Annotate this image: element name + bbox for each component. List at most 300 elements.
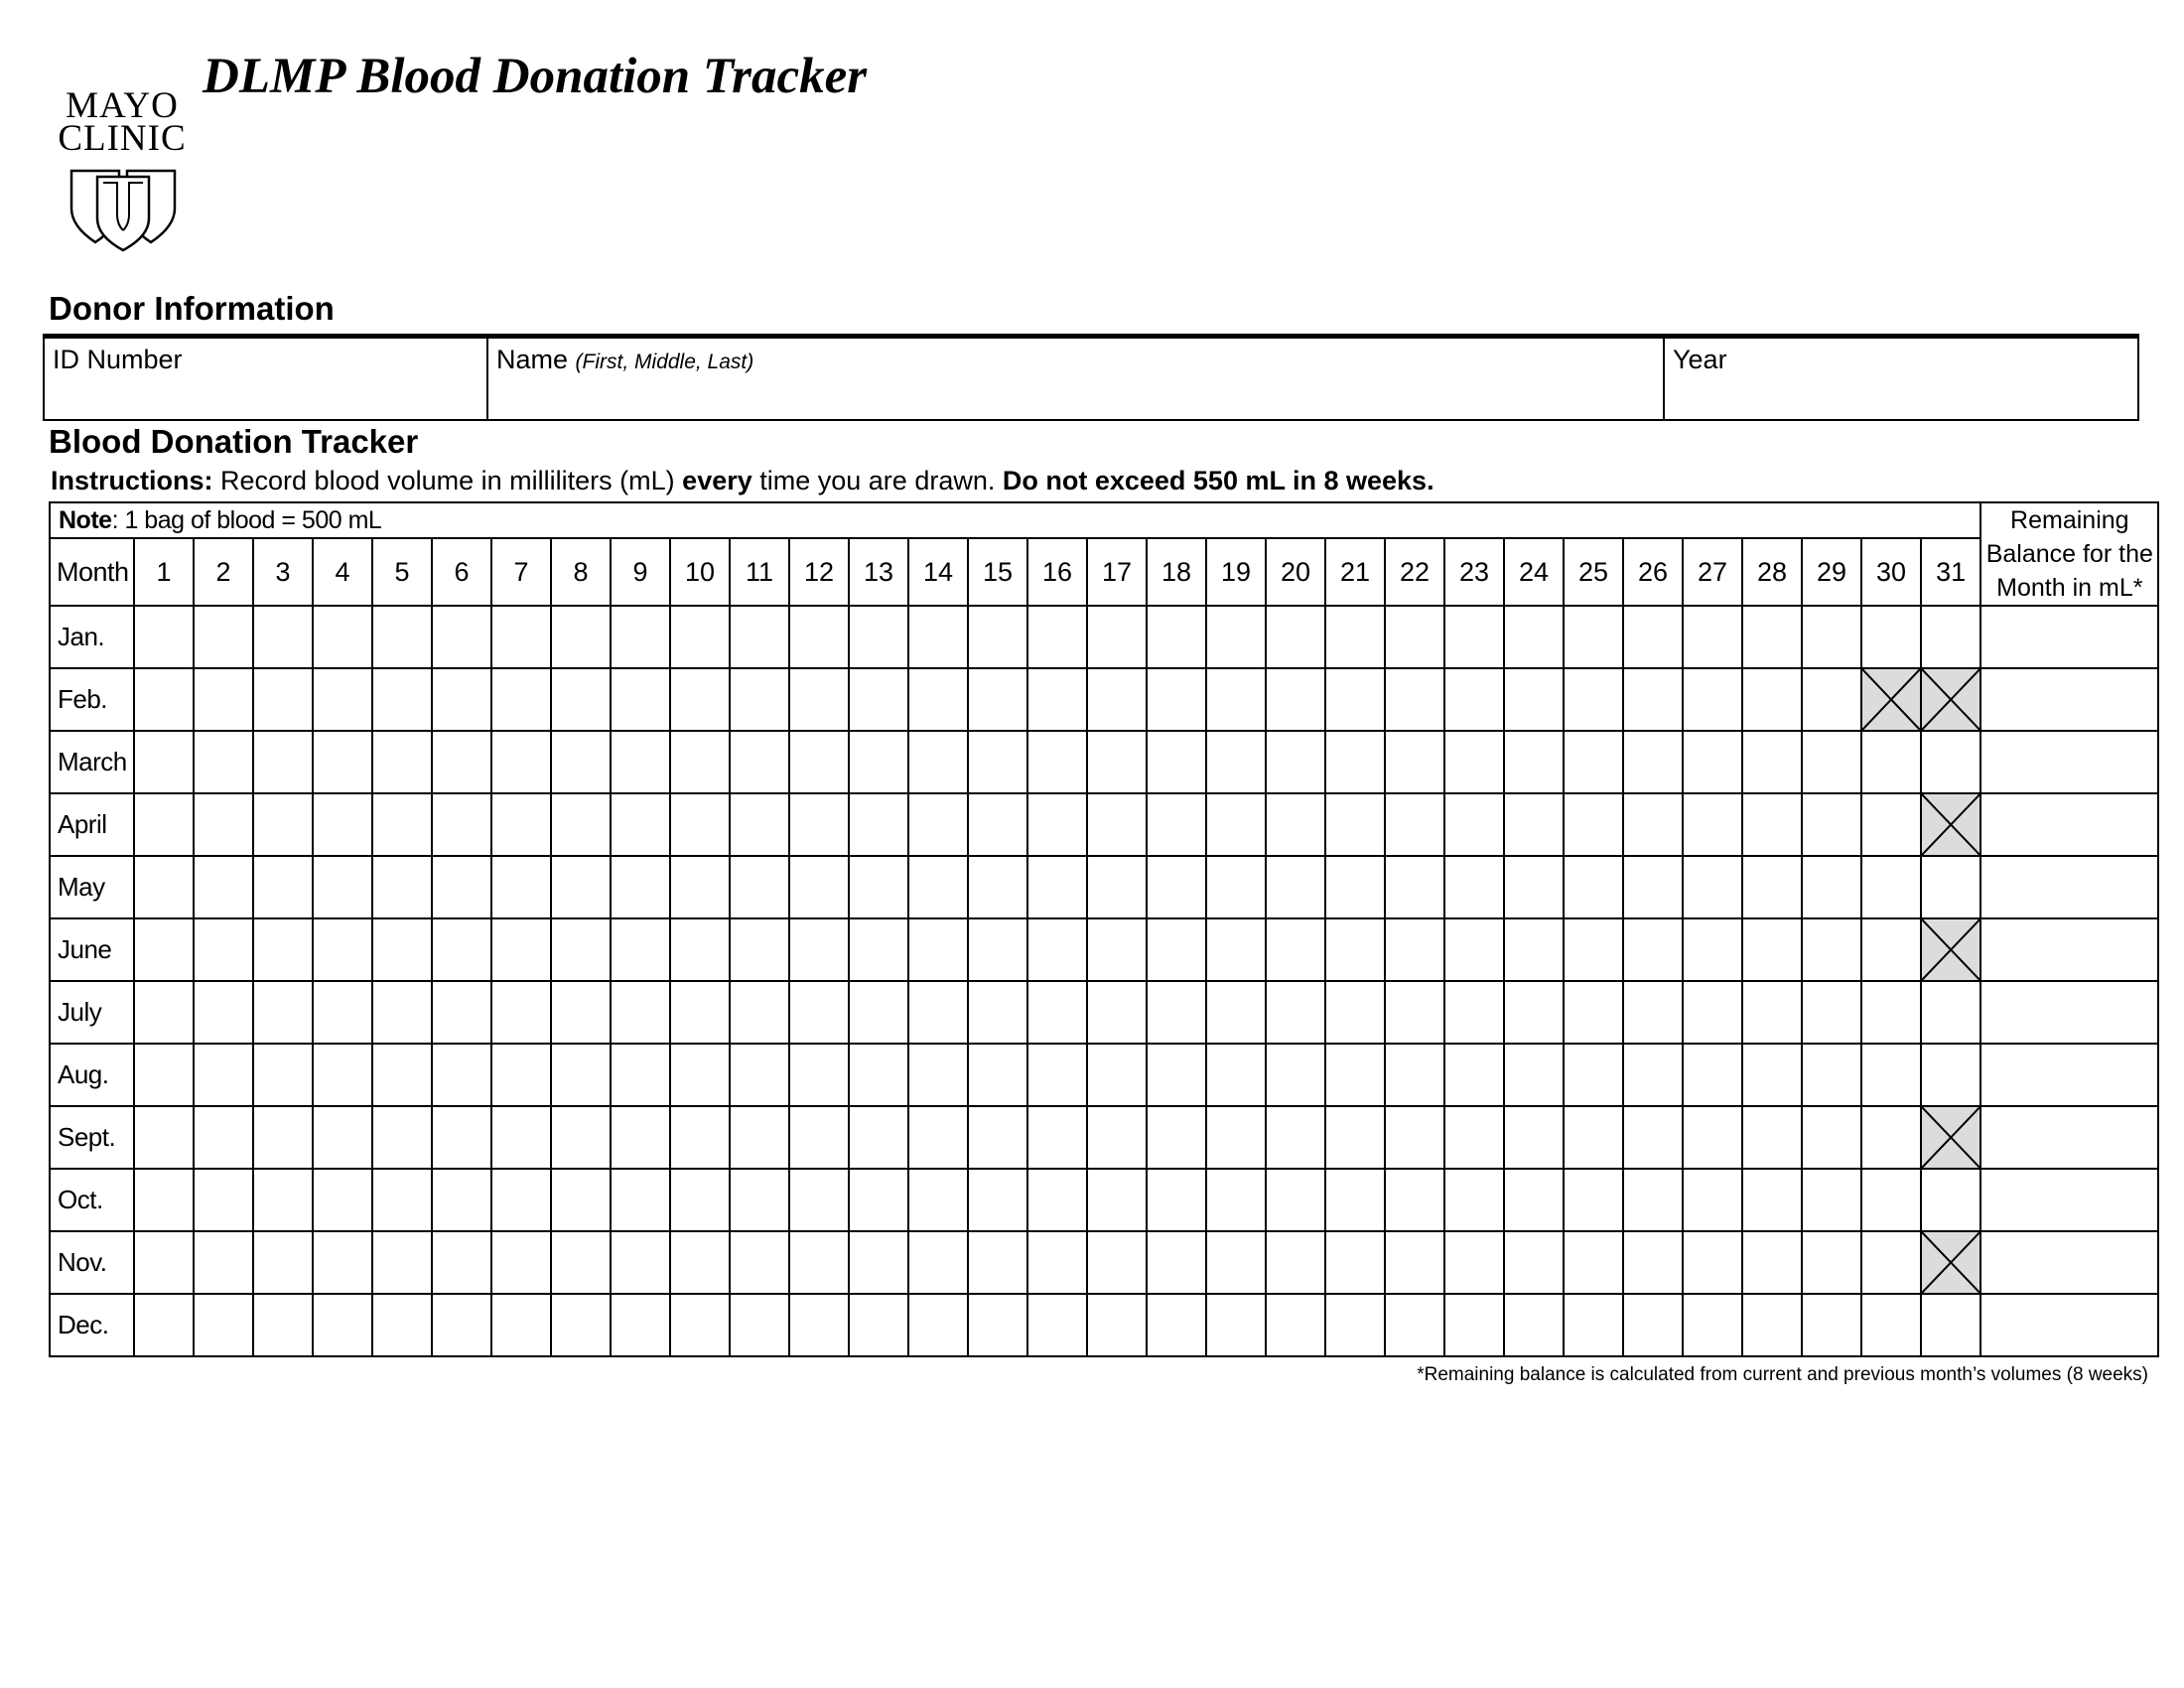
- volume-entry-cell[interactable]: [968, 606, 1027, 668]
- volume-entry-cell[interactable]: [1802, 668, 1861, 731]
- volume-entry-cell[interactable]: [968, 1231, 1027, 1294]
- volume-entry-cell[interactable]: [1861, 1231, 1921, 1294]
- remaining-balance-cell[interactable]: [1980, 793, 2158, 856]
- volume-entry-cell[interactable]: [1206, 606, 1266, 668]
- volume-entry-cell[interactable]: [1444, 918, 1504, 981]
- volume-entry-cell[interactable]: [551, 793, 611, 856]
- remaining-balance-cell[interactable]: [1980, 1106, 2158, 1169]
- volume-entry-cell[interactable]: [1861, 731, 1921, 793]
- volume-entry-cell[interactable]: [611, 668, 670, 731]
- volume-entry-cell[interactable]: [849, 1044, 908, 1106]
- volume-entry-cell[interactable]: [432, 981, 491, 1044]
- volume-entry-cell[interactable]: [491, 918, 551, 981]
- volume-entry-cell[interactable]: [1623, 1044, 1683, 1106]
- volume-entry-cell[interactable]: [849, 1106, 908, 1169]
- remaining-balance-cell[interactable]: [1980, 731, 2158, 793]
- volume-entry-cell[interactable]: [849, 856, 908, 918]
- volume-entry-cell[interactable]: [491, 1044, 551, 1106]
- volume-entry-cell[interactable]: [1027, 731, 1087, 793]
- year-field[interactable]: [1663, 339, 2137, 419]
- volume-entry-cell[interactable]: [491, 1106, 551, 1169]
- volume-entry-cell[interactable]: [1742, 1294, 1802, 1356]
- volume-entry-cell[interactable]: [551, 856, 611, 918]
- volume-entry-cell[interactable]: [968, 668, 1027, 731]
- volume-entry-cell[interactable]: [1504, 981, 1564, 1044]
- volume-entry-cell[interactable]: [134, 918, 194, 981]
- volume-entry-cell[interactable]: [313, 918, 372, 981]
- volume-entry-cell[interactable]: [1206, 1294, 1266, 1356]
- volume-entry-cell[interactable]: [1087, 1044, 1147, 1106]
- volume-entry-cell[interactable]: [1206, 731, 1266, 793]
- volume-entry-cell[interactable]: [1564, 1044, 1623, 1106]
- volume-entry-cell[interactable]: [432, 1044, 491, 1106]
- volume-entry-cell[interactable]: [1802, 793, 1861, 856]
- volume-entry-cell[interactable]: [1504, 731, 1564, 793]
- volume-entry-cell[interactable]: [1921, 1294, 1980, 1356]
- volume-entry-cell[interactable]: [1206, 668, 1266, 731]
- volume-entry-cell[interactable]: [611, 918, 670, 981]
- volume-entry-cell[interactable]: [670, 1106, 730, 1169]
- volume-entry-cell[interactable]: [670, 668, 730, 731]
- volume-entry-cell[interactable]: [1385, 1106, 1444, 1169]
- volume-entry-cell[interactable]: [134, 1044, 194, 1106]
- volume-entry-cell[interactable]: [1504, 1294, 1564, 1356]
- volume-entry-cell[interactable]: [372, 731, 432, 793]
- volume-entry-cell[interactable]: [730, 1169, 789, 1231]
- volume-entry-cell[interactable]: [789, 1294, 849, 1356]
- volume-entry-cell[interactable]: [551, 981, 611, 1044]
- volume-entry-cell[interactable]: [194, 1231, 253, 1294]
- volume-entry-cell[interactable]: [1623, 668, 1683, 731]
- volume-entry-cell[interactable]: [789, 1231, 849, 1294]
- volume-entry-cell[interactable]: [1266, 1231, 1325, 1294]
- volume-entry-cell[interactable]: [1861, 918, 1921, 981]
- volume-entry-cell[interactable]: [491, 1294, 551, 1356]
- volume-entry-cell[interactable]: [849, 1169, 908, 1231]
- volume-entry-cell[interactable]: [1325, 793, 1385, 856]
- volume-entry-cell[interactable]: [1325, 1044, 1385, 1106]
- volume-entry-cell[interactable]: [1564, 668, 1623, 731]
- volume-entry-cell[interactable]: [789, 1044, 849, 1106]
- volume-entry-cell[interactable]: [1266, 1106, 1325, 1169]
- volume-entry-cell[interactable]: [372, 1231, 432, 1294]
- volume-entry-cell[interactable]: [1861, 856, 1921, 918]
- volume-entry-cell[interactable]: [134, 731, 194, 793]
- volume-entry-cell[interactable]: [968, 1044, 1027, 1106]
- volume-entry-cell[interactable]: [551, 668, 611, 731]
- volume-entry-cell[interactable]: [730, 1106, 789, 1169]
- volume-entry-cell[interactable]: [432, 918, 491, 981]
- volume-entry-cell[interactable]: [1623, 918, 1683, 981]
- volume-entry-cell[interactable]: [1206, 793, 1266, 856]
- volume-entry-cell[interactable]: [194, 793, 253, 856]
- volume-entry-cell[interactable]: [1504, 1231, 1564, 1294]
- volume-entry-cell[interactable]: [670, 1169, 730, 1231]
- volume-entry-cell[interactable]: [908, 793, 968, 856]
- volume-entry-cell[interactable]: [730, 668, 789, 731]
- volume-entry-cell[interactable]: [1623, 981, 1683, 1044]
- volume-entry-cell[interactable]: [968, 1294, 1027, 1356]
- remaining-balance-cell[interactable]: [1980, 1231, 2158, 1294]
- volume-entry-cell[interactable]: [1266, 1294, 1325, 1356]
- volume-entry-cell[interactable]: [1444, 1294, 1504, 1356]
- volume-entry-cell[interactable]: [1504, 1106, 1564, 1169]
- volume-entry-cell[interactable]: [1325, 1169, 1385, 1231]
- volume-entry-cell[interactable]: [1861, 1106, 1921, 1169]
- volume-entry-cell[interactable]: [968, 793, 1027, 856]
- volume-entry-cell[interactable]: [551, 918, 611, 981]
- volume-entry-cell[interactable]: [730, 1294, 789, 1356]
- volume-entry-cell[interactable]: [1802, 1106, 1861, 1169]
- volume-entry-cell[interactable]: [1266, 981, 1325, 1044]
- volume-entry-cell[interactable]: [730, 1044, 789, 1106]
- volume-entry-cell[interactable]: [1564, 1294, 1623, 1356]
- volume-entry-cell[interactable]: [1504, 856, 1564, 918]
- volume-entry-cell[interactable]: [372, 981, 432, 1044]
- volume-entry-cell[interactable]: [194, 1294, 253, 1356]
- volume-entry-cell[interactable]: [849, 606, 908, 668]
- volume-entry-cell[interactable]: [1147, 1044, 1206, 1106]
- volume-entry-cell[interactable]: [1266, 793, 1325, 856]
- volume-entry-cell[interactable]: [1206, 856, 1266, 918]
- volume-entry-cell[interactable]: [1683, 1106, 1742, 1169]
- volume-entry-cell[interactable]: [432, 731, 491, 793]
- remaining-balance-cell[interactable]: [1980, 1294, 2158, 1356]
- volume-entry-cell[interactable]: [908, 1231, 968, 1294]
- volume-entry-cell[interactable]: [1921, 856, 1980, 918]
- volume-entry-cell[interactable]: [1087, 1106, 1147, 1169]
- volume-entry-cell[interactable]: [611, 856, 670, 918]
- volume-entry-cell[interactable]: [1742, 668, 1802, 731]
- volume-entry-cell[interactable]: [491, 731, 551, 793]
- volume-entry-cell[interactable]: [313, 668, 372, 731]
- volume-entry-cell[interactable]: [1504, 918, 1564, 981]
- volume-entry-cell[interactable]: [1623, 856, 1683, 918]
- volume-entry-cell[interactable]: [253, 1169, 313, 1231]
- remaining-balance-cell[interactable]: [1980, 918, 2158, 981]
- volume-entry-cell[interactable]: [1742, 1106, 1802, 1169]
- remaining-balance-cell[interactable]: [1980, 606, 2158, 668]
- volume-entry-cell[interactable]: [1266, 1044, 1325, 1106]
- volume-entry-cell[interactable]: [1325, 981, 1385, 1044]
- volume-entry-cell[interactable]: [1861, 981, 1921, 1044]
- volume-entry-cell[interactable]: [432, 1169, 491, 1231]
- volume-entry-cell[interactable]: [253, 606, 313, 668]
- volume-entry-cell[interactable]: [1385, 1294, 1444, 1356]
- volume-entry-cell[interactable]: [372, 793, 432, 856]
- volume-entry-cell[interactable]: [1027, 856, 1087, 918]
- volume-entry-cell[interactable]: [1683, 1169, 1742, 1231]
- volume-entry-cell[interactable]: [1742, 856, 1802, 918]
- volume-entry-cell[interactable]: [1683, 856, 1742, 918]
- volume-entry-cell[interactable]: [134, 856, 194, 918]
- volume-entry-cell[interactable]: [432, 856, 491, 918]
- volume-entry-cell[interactable]: [1921, 981, 1980, 1044]
- volume-entry-cell[interactable]: [1385, 1044, 1444, 1106]
- volume-entry-cell[interactable]: [1564, 856, 1623, 918]
- volume-entry-cell[interactable]: [1623, 1169, 1683, 1231]
- volume-entry-cell[interactable]: [551, 1169, 611, 1231]
- volume-entry-cell[interactable]: [908, 981, 968, 1044]
- volume-entry-cell[interactable]: [1683, 731, 1742, 793]
- volume-entry-cell[interactable]: [1623, 1231, 1683, 1294]
- volume-entry-cell[interactable]: [1385, 1169, 1444, 1231]
- volume-entry-cell[interactable]: [1087, 668, 1147, 731]
- volume-entry-cell[interactable]: [1385, 793, 1444, 856]
- volume-entry-cell[interactable]: [1444, 793, 1504, 856]
- remaining-balance-cell[interactable]: [1980, 856, 2158, 918]
- volume-entry-cell[interactable]: [1325, 731, 1385, 793]
- volume-entry-cell[interactable]: [611, 1231, 670, 1294]
- volume-entry-cell[interactable]: [1147, 793, 1206, 856]
- volume-entry-cell[interactable]: [1683, 1294, 1742, 1356]
- volume-entry-cell[interactable]: [491, 793, 551, 856]
- volume-entry-cell[interactable]: [313, 981, 372, 1044]
- volume-entry-cell[interactable]: [1147, 1231, 1206, 1294]
- volume-entry-cell[interactable]: [194, 981, 253, 1044]
- volume-entry-cell[interactable]: [1564, 1231, 1623, 1294]
- volume-entry-cell[interactable]: [849, 918, 908, 981]
- volume-entry-cell[interactable]: [194, 856, 253, 918]
- volume-entry-cell[interactable]: [1147, 668, 1206, 731]
- volume-entry-cell[interactable]: [1087, 1169, 1147, 1231]
- volume-entry-cell[interactable]: [1147, 918, 1206, 981]
- volume-entry-cell[interactable]: [134, 793, 194, 856]
- volume-entry-cell[interactable]: [372, 668, 432, 731]
- volume-entry-cell[interactable]: [670, 606, 730, 668]
- volume-entry-cell[interactable]: [611, 731, 670, 793]
- volume-entry-cell[interactable]: [253, 1106, 313, 1169]
- remaining-balance-cell[interactable]: [1980, 1169, 2158, 1231]
- volume-entry-cell[interactable]: [313, 731, 372, 793]
- volume-entry-cell[interactable]: [1742, 793, 1802, 856]
- volume-entry-cell[interactable]: [432, 1106, 491, 1169]
- volume-entry-cell[interactable]: [1385, 606, 1444, 668]
- volume-entry-cell[interactable]: [1564, 918, 1623, 981]
- volume-entry-cell[interactable]: [1861, 793, 1921, 856]
- volume-entry-cell[interactable]: [1027, 1231, 1087, 1294]
- volume-entry-cell[interactable]: [372, 856, 432, 918]
- volume-entry-cell[interactable]: [1087, 606, 1147, 668]
- volume-entry-cell[interactable]: [789, 606, 849, 668]
- volume-entry-cell[interactable]: [1027, 1106, 1087, 1169]
- volume-entry-cell[interactable]: [1802, 1231, 1861, 1294]
- volume-entry-cell[interactable]: [1385, 668, 1444, 731]
- volume-entry-cell[interactable]: [1742, 1231, 1802, 1294]
- volume-entry-cell[interactable]: [1206, 918, 1266, 981]
- volume-entry-cell[interactable]: [253, 1294, 313, 1356]
- volume-entry-cell[interactable]: [1444, 1231, 1504, 1294]
- volume-entry-cell[interactable]: [1266, 731, 1325, 793]
- volume-entry-cell[interactable]: [1802, 1294, 1861, 1356]
- volume-entry-cell[interactable]: [1623, 606, 1683, 668]
- volume-entry-cell[interactable]: [491, 856, 551, 918]
- volume-entry-cell[interactable]: [730, 856, 789, 918]
- volume-entry-cell[interactable]: [611, 1044, 670, 1106]
- volume-entry-cell[interactable]: [611, 981, 670, 1044]
- volume-entry-cell[interactable]: [1444, 981, 1504, 1044]
- volume-entry-cell[interactable]: [1742, 1044, 1802, 1106]
- volume-entry-cell[interactable]: [313, 1044, 372, 1106]
- volume-entry-cell[interactable]: [730, 1231, 789, 1294]
- volume-entry-cell[interactable]: [551, 606, 611, 668]
- volume-entry-cell[interactable]: [789, 856, 849, 918]
- volume-entry-cell[interactable]: [1385, 981, 1444, 1044]
- volume-entry-cell[interactable]: [491, 981, 551, 1044]
- volume-entry-cell[interactable]: [968, 1106, 1027, 1169]
- volume-entry-cell[interactable]: [1206, 1231, 1266, 1294]
- volume-entry-cell[interactable]: [432, 1231, 491, 1294]
- volume-entry-cell[interactable]: [908, 856, 968, 918]
- volume-entry-cell[interactable]: [194, 1106, 253, 1169]
- volume-entry-cell[interactable]: [908, 918, 968, 981]
- volume-entry-cell[interactable]: [789, 981, 849, 1044]
- volume-entry-cell[interactable]: [1147, 1169, 1206, 1231]
- volume-entry-cell[interactable]: [849, 668, 908, 731]
- volume-entry-cell[interactable]: [1742, 731, 1802, 793]
- volume-entry-cell[interactable]: [432, 793, 491, 856]
- volume-entry-cell[interactable]: [134, 981, 194, 1044]
- volume-entry-cell[interactable]: [1385, 731, 1444, 793]
- volume-entry-cell[interactable]: [1564, 1169, 1623, 1231]
- volume-entry-cell[interactable]: [1325, 668, 1385, 731]
- volume-entry-cell[interactable]: [1087, 856, 1147, 918]
- volume-entry-cell[interactable]: [491, 668, 551, 731]
- volume-entry-cell[interactable]: [1147, 856, 1206, 918]
- remaining-balance-cell[interactable]: [1980, 1044, 2158, 1106]
- volume-entry-cell[interactable]: [849, 793, 908, 856]
- volume-entry-cell[interactable]: [1504, 793, 1564, 856]
- volume-entry-cell[interactable]: [1266, 1169, 1325, 1231]
- volume-entry-cell[interactable]: [1266, 856, 1325, 918]
- volume-entry-cell[interactable]: [1087, 793, 1147, 856]
- volume-entry-cell[interactable]: [1623, 1106, 1683, 1169]
- volume-entry-cell[interactable]: [1683, 918, 1742, 981]
- volume-entry-cell[interactable]: [253, 981, 313, 1044]
- volume-entry-cell[interactable]: [1564, 793, 1623, 856]
- volume-entry-cell[interactable]: [908, 731, 968, 793]
- volume-entry-cell[interactable]: [789, 668, 849, 731]
- volume-entry-cell[interactable]: [1444, 856, 1504, 918]
- volume-entry-cell[interactable]: [1266, 918, 1325, 981]
- volume-entry-cell[interactable]: [670, 793, 730, 856]
- volume-entry-cell[interactable]: [1683, 606, 1742, 668]
- volume-entry-cell[interactable]: [1861, 606, 1921, 668]
- volume-entry-cell[interactable]: [372, 1044, 432, 1106]
- volume-entry-cell[interactable]: [1206, 981, 1266, 1044]
- volume-entry-cell[interactable]: [730, 793, 789, 856]
- volume-entry-cell[interactable]: [789, 1169, 849, 1231]
- id-number-field[interactable]: [45, 339, 486, 419]
- volume-entry-cell[interactable]: [134, 1294, 194, 1356]
- volume-entry-cell[interactable]: [1027, 668, 1087, 731]
- volume-entry-cell[interactable]: [253, 793, 313, 856]
- volume-entry-cell[interactable]: [1564, 731, 1623, 793]
- volume-entry-cell[interactable]: [789, 731, 849, 793]
- volume-entry-cell[interactable]: [789, 1106, 849, 1169]
- volume-entry-cell[interactable]: [908, 1169, 968, 1231]
- volume-entry-cell[interactable]: [670, 918, 730, 981]
- volume-entry-cell[interactable]: [1683, 981, 1742, 1044]
- volume-entry-cell[interactable]: [551, 1106, 611, 1169]
- volume-entry-cell[interactable]: [1087, 1231, 1147, 1294]
- volume-entry-cell[interactable]: [1564, 1106, 1623, 1169]
- volume-entry-cell[interactable]: [313, 1231, 372, 1294]
- volume-entry-cell[interactable]: [1385, 856, 1444, 918]
- volume-entry-cell[interactable]: [1623, 793, 1683, 856]
- volume-entry-cell[interactable]: [253, 918, 313, 981]
- volume-entry-cell[interactable]: [1385, 1231, 1444, 1294]
- volume-entry-cell[interactable]: [1444, 1169, 1504, 1231]
- volume-entry-cell[interactable]: [730, 731, 789, 793]
- volume-entry-cell[interactable]: [1087, 731, 1147, 793]
- volume-entry-cell[interactable]: [730, 606, 789, 668]
- volume-entry-cell[interactable]: [908, 668, 968, 731]
- volume-entry-cell[interactable]: [1683, 793, 1742, 856]
- volume-entry-cell[interactable]: [789, 918, 849, 981]
- volume-entry-cell[interactable]: [908, 1294, 968, 1356]
- volume-entry-cell[interactable]: [372, 606, 432, 668]
- volume-entry-cell[interactable]: [1504, 668, 1564, 731]
- volume-entry-cell[interactable]: [134, 1169, 194, 1231]
- volume-entry-cell[interactable]: [1564, 981, 1623, 1044]
- volume-entry-cell[interactable]: [1802, 981, 1861, 1044]
- volume-entry-cell[interactable]: [432, 1294, 491, 1356]
- volume-entry-cell[interactable]: [849, 981, 908, 1044]
- volume-entry-cell[interactable]: [968, 981, 1027, 1044]
- volume-entry-cell[interactable]: [134, 1106, 194, 1169]
- volume-entry-cell[interactable]: [908, 606, 968, 668]
- volume-entry-cell[interactable]: [1266, 668, 1325, 731]
- volume-entry-cell[interactable]: [194, 606, 253, 668]
- volume-entry-cell[interactable]: [1921, 606, 1980, 668]
- volume-entry-cell[interactable]: [1444, 668, 1504, 731]
- volume-entry-cell[interactable]: [491, 1169, 551, 1231]
- volume-entry-cell[interactable]: [313, 856, 372, 918]
- volume-entry-cell[interactable]: [1683, 668, 1742, 731]
- volume-entry-cell[interactable]: [1802, 856, 1861, 918]
- volume-entry-cell[interactable]: [1802, 918, 1861, 981]
- volume-entry-cell[interactable]: [253, 1231, 313, 1294]
- volume-entry-cell[interactable]: [372, 1294, 432, 1356]
- volume-entry-cell[interactable]: [1027, 1169, 1087, 1231]
- remaining-balance-cell[interactable]: [1980, 981, 2158, 1044]
- volume-entry-cell[interactable]: [194, 1169, 253, 1231]
- volume-entry-cell[interactable]: [253, 856, 313, 918]
- volume-entry-cell[interactable]: [551, 1231, 611, 1294]
- volume-entry-cell[interactable]: [1444, 731, 1504, 793]
- volume-entry-cell[interactable]: [1325, 918, 1385, 981]
- volume-entry-cell[interactable]: [849, 1294, 908, 1356]
- volume-entry-cell[interactable]: [1027, 1044, 1087, 1106]
- volume-entry-cell[interactable]: [551, 1294, 611, 1356]
- volume-entry-cell[interactable]: [1444, 606, 1504, 668]
- volume-entry-cell[interactable]: [611, 1169, 670, 1231]
- volume-entry-cell[interactable]: [1087, 981, 1147, 1044]
- volume-entry-cell[interactable]: [1325, 856, 1385, 918]
- volume-entry-cell[interactable]: [1504, 1169, 1564, 1231]
- volume-entry-cell[interactable]: [313, 606, 372, 668]
- volume-entry-cell[interactable]: [1861, 1044, 1921, 1106]
- volume-entry-cell[interactable]: [432, 668, 491, 731]
- volume-entry-cell[interactable]: [1266, 606, 1325, 668]
- volume-entry-cell[interactable]: [1623, 731, 1683, 793]
- volume-entry-cell[interactable]: [670, 981, 730, 1044]
- volume-entry-cell[interactable]: [194, 731, 253, 793]
- volume-entry-cell[interactable]: [1623, 1294, 1683, 1356]
- volume-entry-cell[interactable]: [551, 731, 611, 793]
- volume-entry-cell[interactable]: [194, 918, 253, 981]
